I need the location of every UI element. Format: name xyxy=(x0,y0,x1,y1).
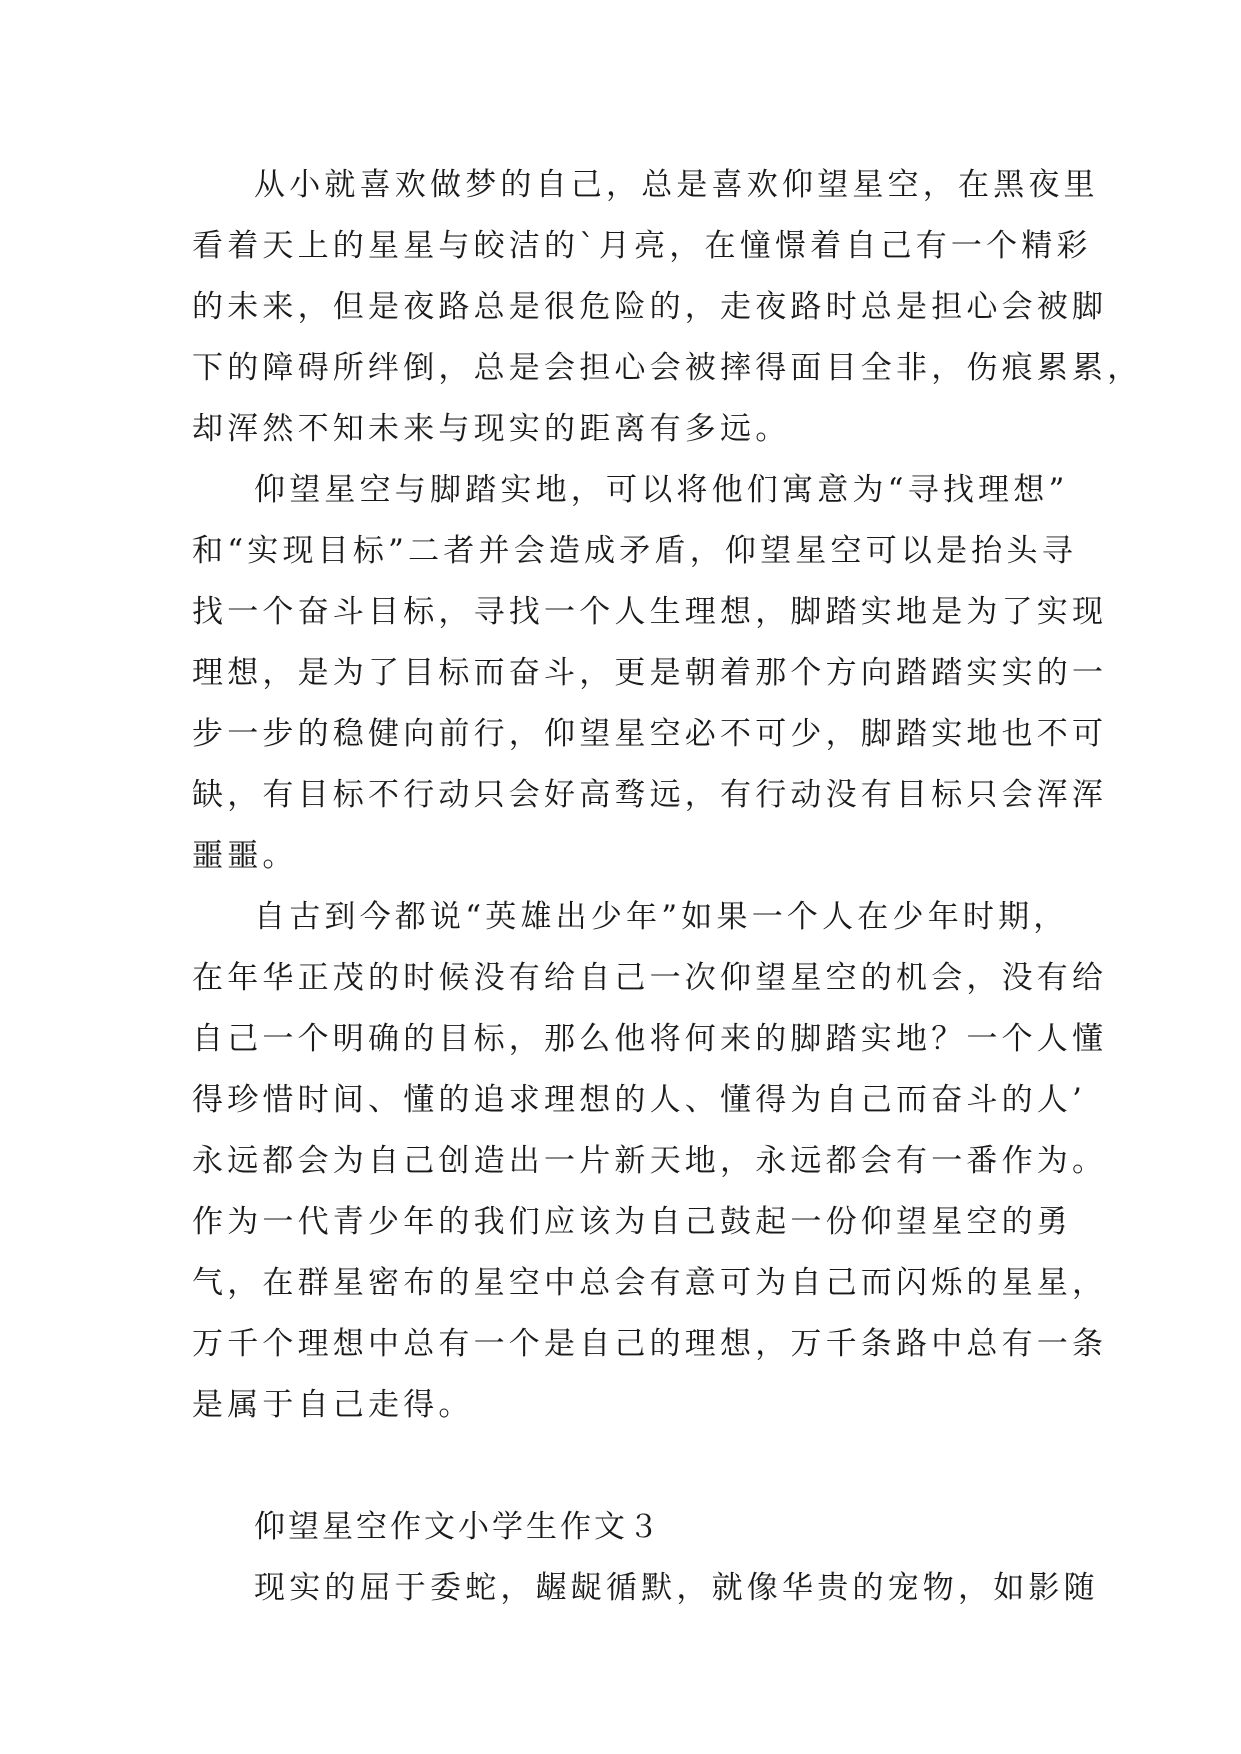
paragraph-1-line-5: 却浑然不知未来与现实的距离有多远。 xyxy=(192,411,791,447)
paragraph-4-line-1: 现实的屈于委蛇，龌龊循默，就像华贵的宠物，如影随 xyxy=(254,1570,1099,1606)
paragraph-2-line-6: 缺，有目标不行动只会好高骛远，有行动没有目标只会浑浑 xyxy=(192,777,1108,813)
paragraph-3-line-1: 自古到今都说“英雄出少年”如果一个人在少年时期， xyxy=(254,899,1069,935)
paragraph-1-line-2: 看着天上的星星与皎洁的`月亮，在憧憬着自己有一个精彩 xyxy=(192,228,1092,264)
paragraph-2-line-5: 步一步的稳健向前行，仰望星空必不可少，脚踏实地也不可 xyxy=(192,716,1108,752)
paragraph-3-line-4: 得珍惜时间、懂的追求理想的人、懂得为自己而奋斗的人’ xyxy=(192,1082,1087,1118)
paragraph-1-line-4: 下的障碍所绊倒，总是会担心会被摔得面目全非，伤痕累累， xyxy=(192,350,1143,386)
paragraph-1-line-3: 的未来，但是夜路总是很危险的，走夜路时总是担心会被脚 xyxy=(192,289,1108,325)
paragraph-2-line-4: 理想，是为了目标而奋斗，更是朝着那个方向踏踏实实的一 xyxy=(192,655,1108,691)
paragraph-2-line-2: 和“实现目标”二者并会造成矛盾，仰望星空可以是抬头寻 xyxy=(192,533,1077,569)
paragraph-2-line-1: 仰望星空与脚踏实地，可以将他们寓意为“寻找理想” xyxy=(254,472,1069,508)
paragraph-2-line-7: 噩噩。 xyxy=(192,838,298,874)
paragraph-3-line-6: 作为一代青少年的我们应该为自己鼓起一份仰望星空的勇 xyxy=(192,1204,1072,1240)
paragraph-3-line-9: 是属于自己走得。 xyxy=(192,1387,474,1423)
paragraph-3-line-2: 在年华正茂的时候没有给自己一次仰望星空的机会，没有给 xyxy=(192,960,1108,996)
paragraph-3-line-7: 气，在群星密布的星空中总会有意可为自己而闪烁的星星， xyxy=(192,1265,1108,1301)
paragraph-3-line-3: 自己一个明确的目标，那么他将何来的脚踏实地？一个人懂 xyxy=(192,1021,1108,1057)
section-heading: 仰望星空作文小学生作文３ xyxy=(254,1509,662,1545)
paragraph-1-line-1: 从小就喜欢做梦的自己，总是喜欢仰望星空，在黑夜里 xyxy=(254,167,1099,203)
paragraph-3-line-5: 永远都会为自己创造出一片新天地，永远都会有一番作为。 xyxy=(192,1143,1108,1179)
paragraph-3-line-8: 万千个理想中总有一个是自己的理想，万千条路中总有一条 xyxy=(192,1326,1108,1362)
paragraph-2-line-3: 找一个奋斗目标，寻找一个人生理想，脚踏实地是为了实现 xyxy=(192,594,1108,630)
